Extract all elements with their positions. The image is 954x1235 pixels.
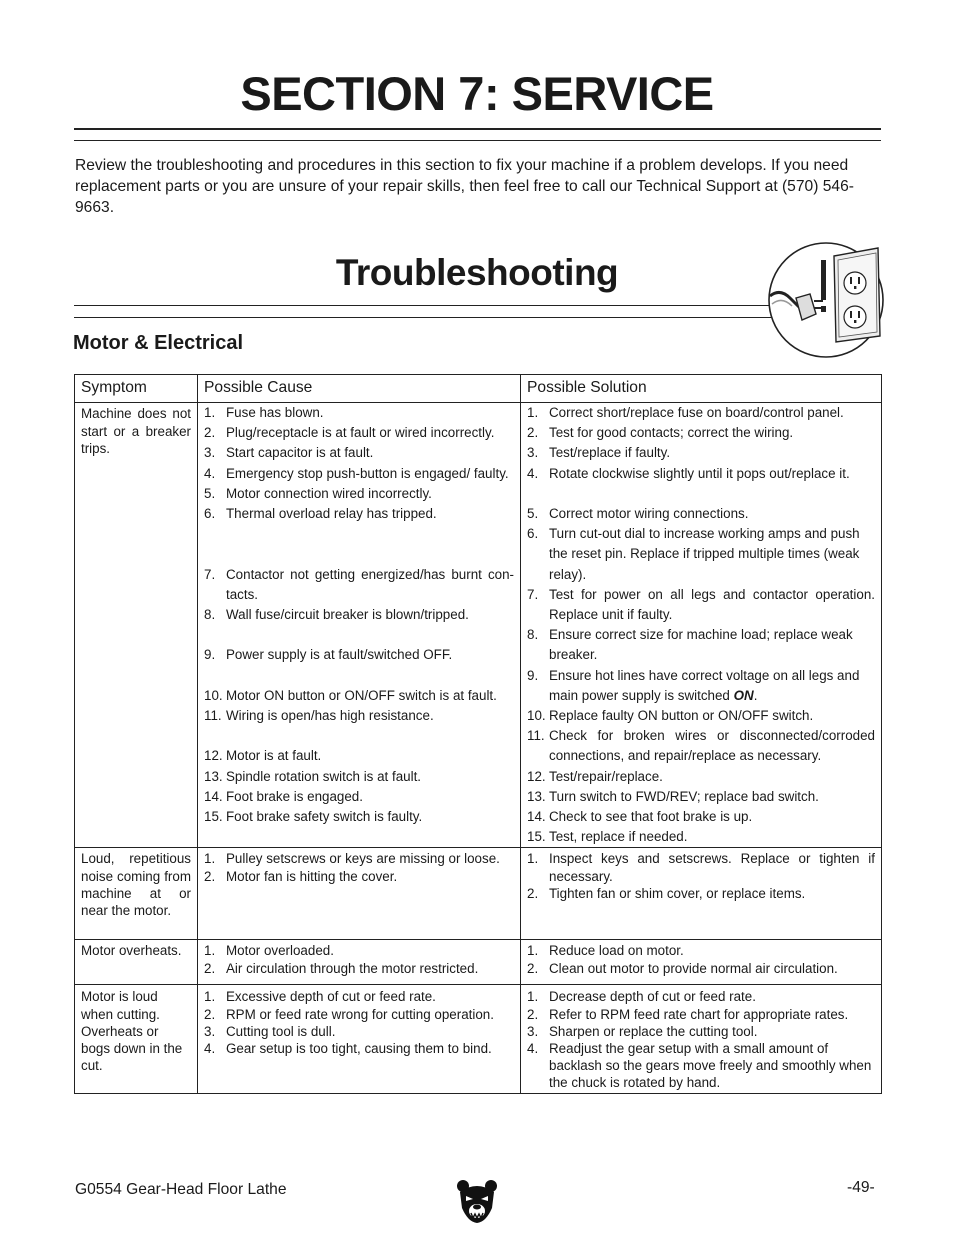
table-row (75, 985, 882, 1094)
list-item: Foot brake is engaged. (226, 788, 363, 804)
title-rule-thin (74, 140, 881, 141)
troubleshooting-rule (74, 305, 776, 306)
list-item: Plug/receptacle is at fault or wired incorrectly. (226, 425, 495, 441)
footer-model: G0554 Gear-Head Floor Lathe (75, 1181, 287, 1198)
item-number: 3. (204, 445, 216, 461)
column-header-cause: Possible Cause (198, 375, 521, 403)
item-number: 1. (527, 405, 539, 420)
item-number: 6. (527, 526, 539, 542)
item-number: 2. (204, 1006, 216, 1022)
list-item: Cutting tool is dull. (226, 1023, 336, 1039)
troubleshooting-table (74, 374, 882, 1094)
list-item: RPM or feed rate wrong for cutting operation. (226, 1006, 494, 1022)
cause-cell (198, 985, 521, 1094)
list-item: Inspect keys and setscrews. Replace or tighten if necessary. (549, 851, 875, 884)
list-item: Power supply is at fault/switched OFF. (226, 647, 453, 663)
list-item: Fuse has blown. (226, 405, 324, 420)
list-item: Motor connection wired incorrectly. (226, 485, 432, 501)
item-number: 3. (204, 1023, 216, 1039)
list-item: Start capacitor is at fault. (226, 445, 374, 461)
solution-list (527, 403, 875, 847)
item-number: 2. (527, 425, 539, 441)
item-number: 13. (204, 768, 223, 784)
table-row (75, 403, 882, 848)
intro-paragraph: Review the troubleshooting and procedures in this section to fix your machine if a problem develops. If you need replacement parts or you are unsure of your repair skills, then feel free to call our Technical Support at (570) 546-9663. (75, 157, 854, 216)
subsection-title: Motor & Electrical (73, 332, 244, 354)
item-number: 2. (204, 960, 216, 976)
list-item: Gear setup is too tight, causing them to bind. (226, 1041, 492, 1057)
electrical-hazard-icon (766, 238, 886, 362)
item-number: 3. (527, 445, 539, 461)
item-number: 11. (527, 728, 545, 744)
list-item: Motor overloaded. (226, 943, 334, 959)
list-item: Replace faulty ON button or ON/OFF switch. (549, 708, 814, 724)
troubleshooting-title: Troubleshooting (335, 252, 619, 293)
list-item: Tighten fan or shim cover, or replace items. (549, 885, 806, 901)
list-item: Wall fuse/circuit breaker is blown/tripped. (226, 607, 469, 623)
list-item: Wiring is open/has high resistance. (226, 708, 434, 723)
table-row (75, 848, 882, 940)
list-item: Emergency stop push-button is engaged/ faulty. (226, 465, 509, 481)
list-item: Turn switch to FWD/REV; replace bad switch. (549, 788, 819, 804)
cause-cell (198, 848, 521, 940)
page-number: -49- (847, 1179, 875, 1196)
item-number: 6. (204, 506, 216, 522)
list-item: Check to see that foot brake is up. (549, 809, 753, 825)
item-number: 2. (204, 868, 216, 884)
item-number: 10. (204, 687, 223, 703)
list-item: Pulley setscrews or keys are missing or loose. (226, 851, 500, 867)
column-header-solution: Possible Solution (521, 375, 882, 403)
list-item: Ensure correct size for machine load; replace weak breaker. (549, 627, 853, 663)
item-number: 11. (204, 708, 222, 723)
item-number: 15. (527, 829, 546, 845)
title-rule (74, 128, 881, 130)
item-number: 3. (527, 1023, 539, 1039)
list-item: Excessive depth of cut or feed rate. (226, 989, 436, 1005)
cause-list (204, 850, 514, 884)
solution-cell (521, 403, 882, 848)
list-item: Check for broken wires or disconnected/corroded connections, and repair/replace as necessary. (549, 728, 875, 764)
symptom-text: Machine does not start or a breaker trips. (81, 406, 191, 456)
cause-list (204, 403, 514, 827)
list-item: Readjust the gear setup with a small amount of backlash so the gears move freely and smoothly when the chuck is rotated by hand. (549, 1041, 872, 1091)
symptom-cell (75, 985, 198, 1094)
item-number: 5. (204, 485, 216, 501)
list-item: Air circulation through the motor restricted. (226, 960, 479, 976)
cause-cell (198, 403, 521, 848)
section-title: SECTION 7: SERVICE (240, 67, 714, 120)
troubleshooting-rule-thin (74, 317, 881, 318)
symptom-cell (75, 848, 198, 940)
item-number: 14. (527, 809, 546, 825)
cause-cell (198, 940, 521, 985)
list-item: Motor fan is hitting the cover. (226, 868, 398, 884)
item-number: 7. (204, 566, 216, 582)
item-number: 2. (527, 885, 539, 901)
item-number: 1. (204, 851, 216, 867)
item-number: 7. (527, 586, 539, 602)
item-number: 10. (527, 708, 546, 724)
item-number: 1. (527, 851, 539, 867)
item-number: 1. (204, 989, 216, 1005)
list-item: Clean out motor to provide normal air circulation. (549, 960, 838, 976)
symptom-text: Motor overheats. (81, 943, 182, 959)
cause-list (204, 988, 514, 1057)
item-number: 2. (204, 425, 216, 441)
solution-cell (521, 848, 882, 940)
symptom-text: Loud, repetitious noise coming from machine at or near the motor. (81, 851, 191, 919)
item-number: 2. (527, 1006, 539, 1022)
list-item: Test/replace if faulty. (549, 445, 671, 461)
solution-list (527, 850, 875, 902)
solution-cell (521, 940, 882, 985)
list-item: Sharpen or replace the cutting tool. (549, 1023, 758, 1039)
list-item: Contactor not getting energized/has burnt con-tacts. (226, 566, 514, 602)
item-number: 13. (527, 788, 546, 804)
cause-list (204, 942, 514, 976)
list-item: Spindle rotation switch is at fault. (226, 768, 422, 784)
list-item: Test for good contacts; correct the wiring. (549, 425, 794, 441)
list-item: Test for power on all legs and contactor operation. Replace unit if faulty. (549, 586, 875, 623)
list-item: Test/repair/replace. (549, 768, 663, 784)
symptom-text: Motor is loud when cutting. Overheats or bogs down in the cut. (81, 989, 183, 1074)
list-item: Correct motor wiring connections. (549, 506, 749, 521)
item-number: 1. (527, 989, 539, 1005)
item-number: 12. (527, 768, 546, 784)
on-emphasis: ON (733, 687, 754, 703)
item-number: 9. (527, 667, 539, 683)
item-number: 15. (204, 809, 223, 824)
list-item: Motor is at fault. (226, 748, 322, 764)
item-number: 4. (527, 465, 539, 481)
item-number: 12. (204, 748, 223, 764)
column-header-symptom: Symptom (75, 375, 198, 403)
symptom-cell (75, 403, 198, 848)
list-item: Motor ON button or ON/OFF switch is at fault. (226, 687, 497, 703)
list-item: Turn cut-out dial to increase working amps and push the reset pin. Replace if tripped multiple times (weak relay). (549, 526, 860, 582)
table-row (75, 940, 882, 985)
solution-cell (521, 985, 882, 1094)
solution-list (527, 942, 875, 976)
item-number: 4. (204, 1041, 216, 1057)
item-number: 14. (204, 788, 223, 804)
list-item: Reduce load on motor. (549, 943, 684, 959)
item-number: 2. (527, 960, 539, 976)
list-item: Correct short/replace fuse on board/control panel. (549, 405, 844, 420)
table-header-row (75, 375, 882, 403)
item-number: 8. (204, 607, 216, 623)
list-item: Foot brake safety switch is faulty. (226, 809, 423, 824)
item-number: 8. (527, 627, 539, 643)
item-number: 1. (204, 405, 216, 420)
list-item: Decrease depth of cut or feed rate. (549, 989, 756, 1005)
list-item: Rotate clockwise slightly until it pops out/replace it. (549, 465, 850, 481)
item-number: 5. (527, 506, 539, 521)
item-number: 1. (204, 943, 216, 959)
item-number: 4. (527, 1041, 539, 1057)
item-number: 1. (527, 943, 539, 959)
bear-logo-icon (456, 1178, 498, 1224)
symptom-cell (75, 940, 198, 985)
item-number: 9. (204, 647, 216, 663)
list-item: Ensure hot lines have correct voltage on all legs and main power supply is switched (549, 667, 860, 703)
item-number: 4. (204, 465, 216, 481)
solution-list (527, 988, 875, 1091)
list-item: Thermal overload relay has tripped. (226, 506, 437, 522)
list-item: Test, replace if needed. (549, 829, 688, 845)
list-item: Refer to RPM feed rate chart for appropriate rates. (549, 1006, 849, 1022)
punctuation: . (753, 687, 758, 703)
